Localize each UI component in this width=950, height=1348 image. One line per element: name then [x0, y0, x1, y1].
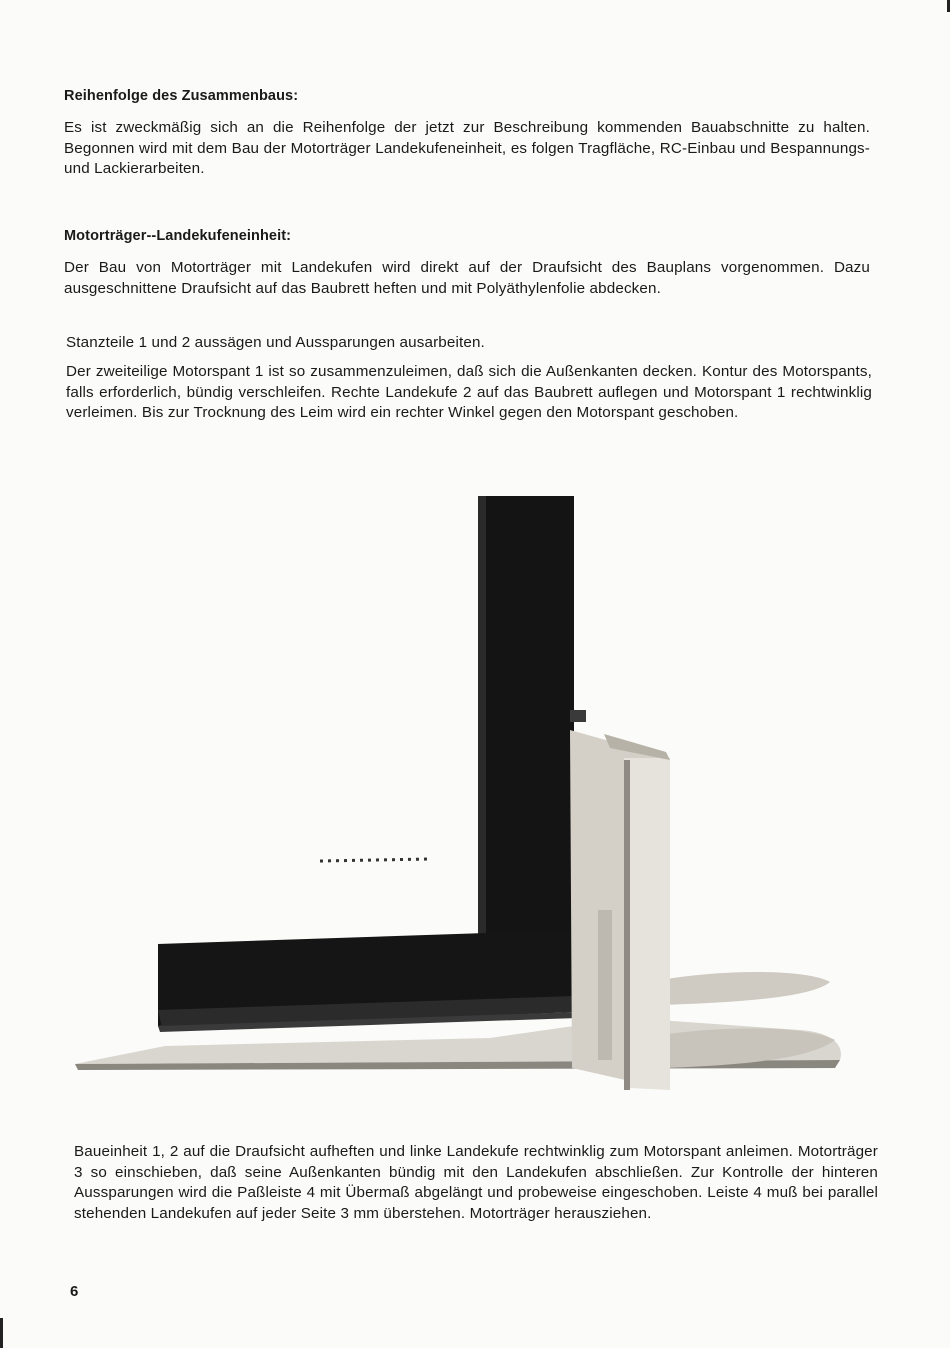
- assembly-photo: [70, 490, 870, 1100]
- scan-edge-mark: [0, 1318, 3, 1348]
- page-number: 6: [70, 1283, 79, 1300]
- paragraph-cut-parts: Stanzteile 1 und 2 aussägen und Aussparungen ausarbeiten.: [66, 334, 485, 351]
- section-heading-motor-mount: Motorträger--Landekufeneinheit:: [64, 228, 292, 244]
- paragraph-assembly-order: Es ist zweckmäßig sich an die Reihenfolge der jetzt zur Beschreibung kommenden Bauabschnitte zu halten. Begonnen wird mit dem Bau der Motorträger Landekufeneinheit, es folgen Tragfläche, RC-Einbau und Bespannungs- und Lackierarbeiten.: [64, 119, 870, 177]
- paragraph-build-on-plan: Der Bau von Motorträger mit Landekufen wird direkt auf der Draufsicht des Bauplans vorgenommen. Dazu ausgeschnittene Draufsicht auf das Baubrett heften und mit Polyäthylenfolie abdecken.: [64, 259, 870, 297]
- section-heading-assembly-order: Reihenfolge des Zusammenbaus:: [64, 88, 299, 104]
- paragraph-motor-frame: Der zweiteilige Motorspant 1 ist so zusammenzuleimen, daß sich die Außenkanten decken. Kontur des Motorspants, falls erforderlich, bündig verschleifen. Rechte Landekufe 2 auf das Baubrett auflegen und Motorspant 1 rechtwinklig verleimen. Bis zur Trocknung des Leim wird ein rechter Winkel gegen den Motorspant geschoben.: [66, 363, 872, 421]
- photo-caption: Baueinheit 1, 2 auf die Draufsicht aufheften und linke Landekufe rechtwinklig zum Motorspant anleimen. Motorträger 3 so einschieben, daß seine Außenkanten bündig mit den Landekufen abschließen. Zur Kontrolle der hinteren Aussparungen wird die Paßleiste 4 mit Übermaß abgelängt und probeweise eingeschoben. Leiste 4 muß bei parallel stehenden Landekufen auf jeder Seite 3 mm überstehen. Motorträger herausziehen.: [74, 1143, 878, 1222]
